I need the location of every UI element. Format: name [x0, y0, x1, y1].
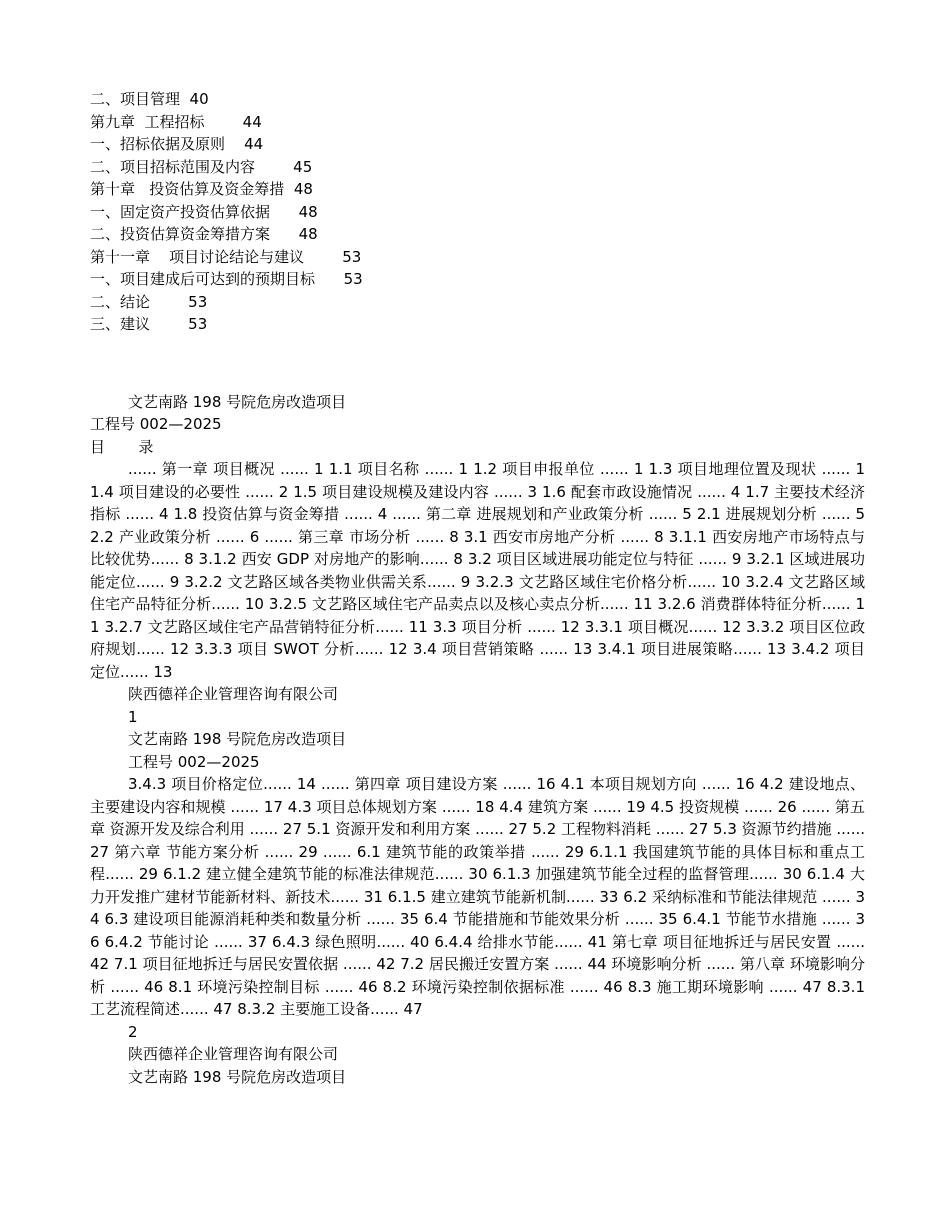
toc-heading: 目 录 — [90, 437, 154, 456]
toc-line: 二、项目管理 40 — [90, 90, 209, 108]
page-number: 1 — [128, 707, 138, 726]
project-number: 工程号 002—2025 — [128, 752, 260, 771]
toc-paragraph: 3.4.3 项目价格定位...... 14 ...... 第四章 项目建设方案 ...... 16 4.1 本项目规划方向 ...... 16 4.2 建设地点、主要建设内容和规模 ...... 17 4.3 项目总体规划方案 ...... 18 4.4 建筑方案 ...... 19 4.5 投资规模 ...... 26 ...... 第五章 资源开发及综合利用 ...... 27 5.1 资源开发和利用方案 ...... 27 5.2 工程物料消耗 ...... 27 5.3 资源节约措施 ...... 27 第六章 节能方案分析 ...... 29 ...... 6.1 建筑节能的政策举措 ...... 29 6.1.1 我国建筑节能的具体目标和重点工程...... 29 6.1.2 建立健全建筑节能的标准法律规范...... 30 6.1.3 加强建筑节能全过程的监督管理...... 30 6.1.4 大力开发推广建材节能新材料、新技术...... 31 6.1.5 建立建筑节能新机制...... 33 6.2 采纳标准和节能法律规范 ...... 34 6.3 建设项目能源消耗种类和数量分析 ...... 35 6.4 节能措施和节能效果分析 ...... 35 6.4.1 节能节水措施 ...... 36 6.4.2 节能讨论 ...... 37 6.4.3 绿色照明...... 40 6.4.4 给排水节能...... 41 第七章 项目征地拆迁与居民安置 ...... 42 7.1 项目征地拆迁与居民安置依据 ...... 42 7.2 居民搬迁安置方案 ...... 44 环境影响分析 ...... 第八章 环境影响分析 ...... 46 8.1 环境污染控制目标 ...... 46 8.2 环境污染控制依据标准 ...... 46 8.3 施工期环境影响 ...... 47 8.3.1 工艺流程简述...... 47 8.3.2 主要施工设备...... 47 — [90, 775, 866, 1018]
toc-continuation — [90, 88, 865, 336]
page-number: 2 — [128, 1022, 138, 1041]
toc-line: 第十一章 项目讨论结论与建议 53 — [90, 247, 362, 266]
document-page — [90, 88, 865, 1088]
toc-line: 二、项目招标范围及内容 45 — [90, 157, 313, 176]
company-name: 陕西德祥企业管理咨询有限公司 — [128, 685, 339, 703]
project-number: 工程号 002—2025 — [90, 415, 222, 433]
toc-line: 二、投资估算资金筹措方案 48 — [90, 225, 318, 243]
toc-line: 一、招标依据及原则 44 — [90, 135, 264, 153]
page-block-2 — [90, 728, 865, 1066]
project-title: 文艺南路 198 号院危房改造项目 — [128, 392, 347, 411]
toc-line: 第九章 工程招标 44 — [90, 112, 262, 131]
page-block-1 — [90, 391, 865, 729]
page-block-3 — [90, 1066, 865, 1089]
toc-line: 一、项目建成后可达到的预期目标 53 — [90, 270, 363, 288]
toc-paragraph: ...... 第一章 项目概况 ...... 1 1.1 项目名称 ...... 1 1.2 项目申报单位 ...... 1 1.3 项目地理位置及现状 ...... 1 1.4 项目建设的必要性 ...... 2 1.5 项目建设规模及建设内容 ...... 3 1.6 配套市政设施情况 ...... 4 1.7 主要技术经济指标 ...... 4 1.8 投资估算与资金筹措 ...... 4 ...... 第二章 进展规划和产业政策分析 ...... 5 2.1 进展规划分析 ...... 5 2.2 产业政策分析 ...... 6 ...... 第三章 市场分析 ...... 8 3.1 西安市房地产分析 ...... 8 3.1.1 西安房地产市场特点与比较优势...... 8 3.1.2 西安 GDP 对房地产的影响...... 8 3.2 项目区域进展功能定位与特征 ...... 9 3.2.1 区域进展功能定位...... 9 3.2.2 文艺路区域各类物业供需关系...... 9 3.2.3 文艺路区域住宅价格分析...... 10 3.2.4 文艺路区域住宅产品特征分析...... 10 3.2.5 文艺路区域住宅产品卖点以及核心卖点分析...... 11 3.2.6 消费群体特征分析...... 11 3.2.7 文艺路区域住宅产品营销特征分析...... 11 3.3 项目分析 ...... 12 3.3.1 项目概况...... 12 3.3.2 项目区位政府规划...... 12 3.3.3 项目 SWOT 分析...... 12 3.4 项目营销策略 ...... 13 3.4.1 项目进展策略...... 13 3.4.2 项目定位...... 13 — [90, 460, 865, 681]
project-title: 文艺南路 198 号院危房改造项目 — [128, 1067, 347, 1086]
project-title: 文艺南路 198 号院危房改造项目 — [128, 730, 347, 748]
toc-line: 三、建议 53 — [90, 315, 208, 333]
toc-line: 一、固定资产投资估算依据 48 — [90, 202, 318, 221]
toc-line: 第十章 投资估算及资金筹措 48 — [90, 180, 313, 198]
company-name: 陕西德祥企业管理咨询有限公司 — [128, 1045, 339, 1063]
toc-line: 二、结论 53 — [90, 292, 208, 311]
